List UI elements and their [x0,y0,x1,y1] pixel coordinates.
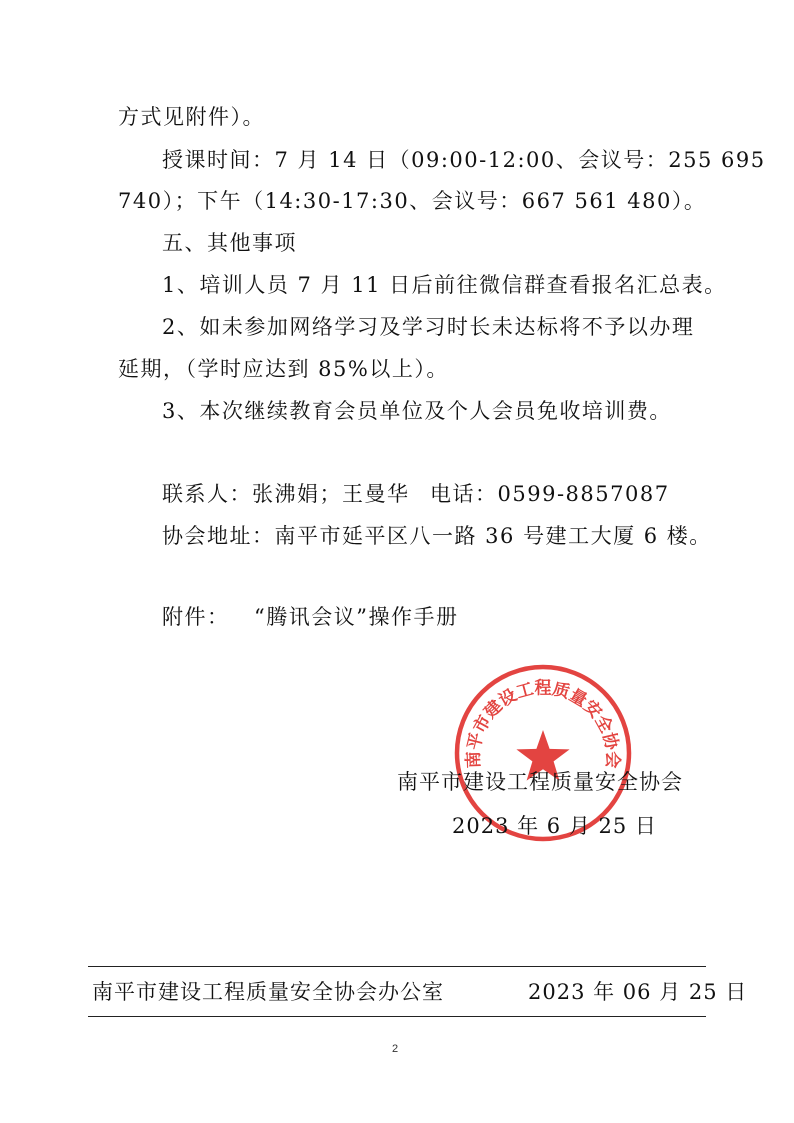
contact-person: 联系人：张沸娟；王曼华 [162,482,410,506]
body-line-3: 740）；下午（14:30-17:30、会议号：667 561 480）。 [118,189,707,213]
body-line-1: 方式见附件）。 [118,105,265,129]
footer-bottom-rule [88,1016,706,1017]
association-address: 协会地址：南平市延平区八一路 36 号建工大厦 6 楼。 [162,524,712,548]
page-number: 2 [392,1043,399,1055]
signature-date: 2023 年 6 月 25 日 [452,814,657,838]
item-2-continued: 延期，（学时应达到 85%以上）。 [118,357,449,381]
attachment-label: 附件： [162,605,230,629]
contact-phone: 电话：0599-8857087 [430,482,670,506]
svg-text:南平市建设工程质量安全协会: 南平市建设工程质量安全协会 [463,678,623,769]
body-line-2: 授课时间：7 月 14 日（09:00-12:00、会议号：255 695 [162,148,766,172]
item-3: 3、本次继续教育会员单位及个人会员免收培训费。 [162,399,672,423]
footer-issuer: 南平市建设工程质量安全协会办公室 [92,980,444,1004]
section-heading-other-matters: 五、其他事项 [162,231,297,255]
attachment-name[interactable]: “腾讯会议”操作手册 [254,605,459,629]
footer-top-rule [88,966,706,967]
item-2: 2、如未参加网络学习及学习时长未达标将不予以办理 [162,315,695,339]
signature-organization: 南平市建设工程质量安全协会 [397,770,683,794]
footer-date: 2023 年 06 月 25 日 [528,980,748,1004]
item-1: 1、培训人员 7 月 11 日后前往微信群查看报名汇总表。 [162,273,727,297]
